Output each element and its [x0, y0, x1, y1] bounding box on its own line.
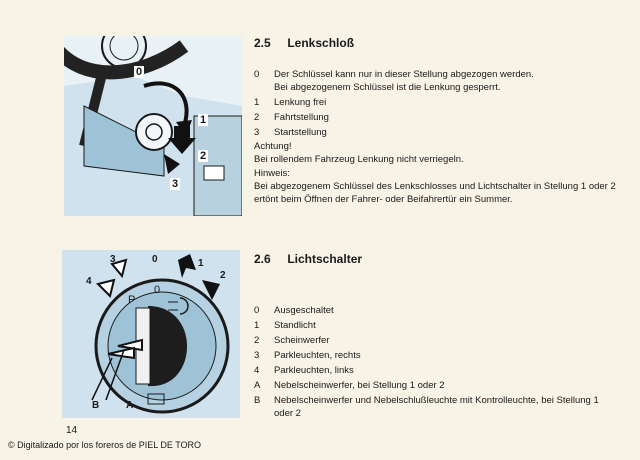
fig2-label-2: 2 [220, 270, 226, 281]
item-text: Startstellung [274, 127, 327, 138]
light-switch-positions [254, 304, 624, 420]
section-heading-lenkschloss [254, 36, 354, 50]
fig2-label-B: B [92, 400, 100, 411]
fig2-label-3: 3 [110, 254, 116, 265]
digitization-credit: © Digitalizado por los foreros de PIEL DE TORO [8, 440, 202, 450]
item-key: 3 [254, 350, 260, 361]
list-item [254, 304, 624, 317]
list-item [254, 126, 614, 139]
list-item [254, 394, 624, 420]
fig2-label-1: 1 [198, 258, 204, 269]
list-item [254, 364, 624, 377]
item-text: Fahrtstellung [274, 112, 329, 123]
item-key: 3 [254, 127, 260, 138]
item-key: 2 [254, 335, 260, 346]
warning-label: Achtung! [254, 141, 292, 152]
item-key: A [254, 380, 261, 391]
fig2-label-dial-0: 0 [154, 284, 161, 296]
item-text: Lenkung frei [274, 97, 327, 108]
item-text: Nebelscheinwerfer, bei Stellung 1 oder 2 [274, 380, 445, 391]
hint-text: Bei abgezogenem Schlüssel des Lenkschlosses und Lichtschalter in Stellung 1 oder 2 ertönt beim Öffnen der Fahrer- oder Beifahrertür ein Summer. [254, 181, 616, 205]
list-item [254, 334, 624, 347]
item-text: Parkleuchten, links [274, 365, 354, 376]
section-title: Lenkschloß [287, 36, 355, 50]
fig2-label-4: 4 [86, 276, 92, 287]
item-key: 1 [254, 97, 260, 108]
list-item [254, 96, 614, 109]
fig1-label-1: 1 [200, 114, 207, 126]
fig2-label-A: A [126, 400, 134, 411]
light-switch-illustration [62, 250, 240, 418]
item-key: 0 [254, 69, 260, 80]
fig2-label-0: 0 [152, 254, 158, 265]
item-text: Ausgeschaltet [274, 305, 334, 316]
item-text: Nebelscheinwerfer und Nebelschlußleuchte mit Kontrolleuchte, bei Stellung 1 [274, 395, 599, 406]
item-text: Der Schlüssel kann nur in dieser Stellung abgezogen werden. [274, 69, 534, 80]
list-item [254, 319, 624, 332]
item-text: Standlicht [274, 320, 316, 331]
page-number: 14 [66, 425, 78, 436]
item-key: 4 [254, 365, 260, 376]
fig1-label-3: 3 [172, 178, 179, 190]
fig1-label-2: 2 [200, 150, 207, 162]
hint-note [254, 167, 616, 206]
hint-label: Hinweis: [254, 168, 290, 179]
warning-text: Bei rollendem Fahrzeug Lenkung nicht verriegeln. [254, 154, 464, 165]
item-key: B [254, 395, 261, 406]
item-key: 2 [254, 112, 260, 123]
section-title: Lichtschalter [287, 252, 363, 266]
item-text-line2: oder 2 [274, 408, 301, 419]
section-number: 2.5 [254, 36, 271, 50]
section-number: 2.6 [254, 252, 271, 266]
section-heading-lichtschalter [254, 252, 362, 266]
steering-lock-positions [254, 68, 614, 139]
item-key: 0 [254, 305, 260, 316]
item-text: Scheinwerfer [274, 335, 330, 346]
list-item [254, 111, 614, 124]
item-key: 1 [254, 320, 260, 331]
fig2-label-P: P [128, 294, 136, 306]
fig1-label-0: 0 [136, 66, 143, 78]
item-text: Parkleuchten, rechts [274, 350, 361, 361]
steering-lock-illustration [64, 36, 242, 216]
warning-note [254, 140, 614, 166]
list-item [254, 349, 624, 362]
list-item [254, 379, 624, 392]
item-text-line2: Bei abgezogenem Schlüssel ist die Lenkung gesperrt. [274, 82, 501, 93]
list-item [254, 68, 614, 94]
